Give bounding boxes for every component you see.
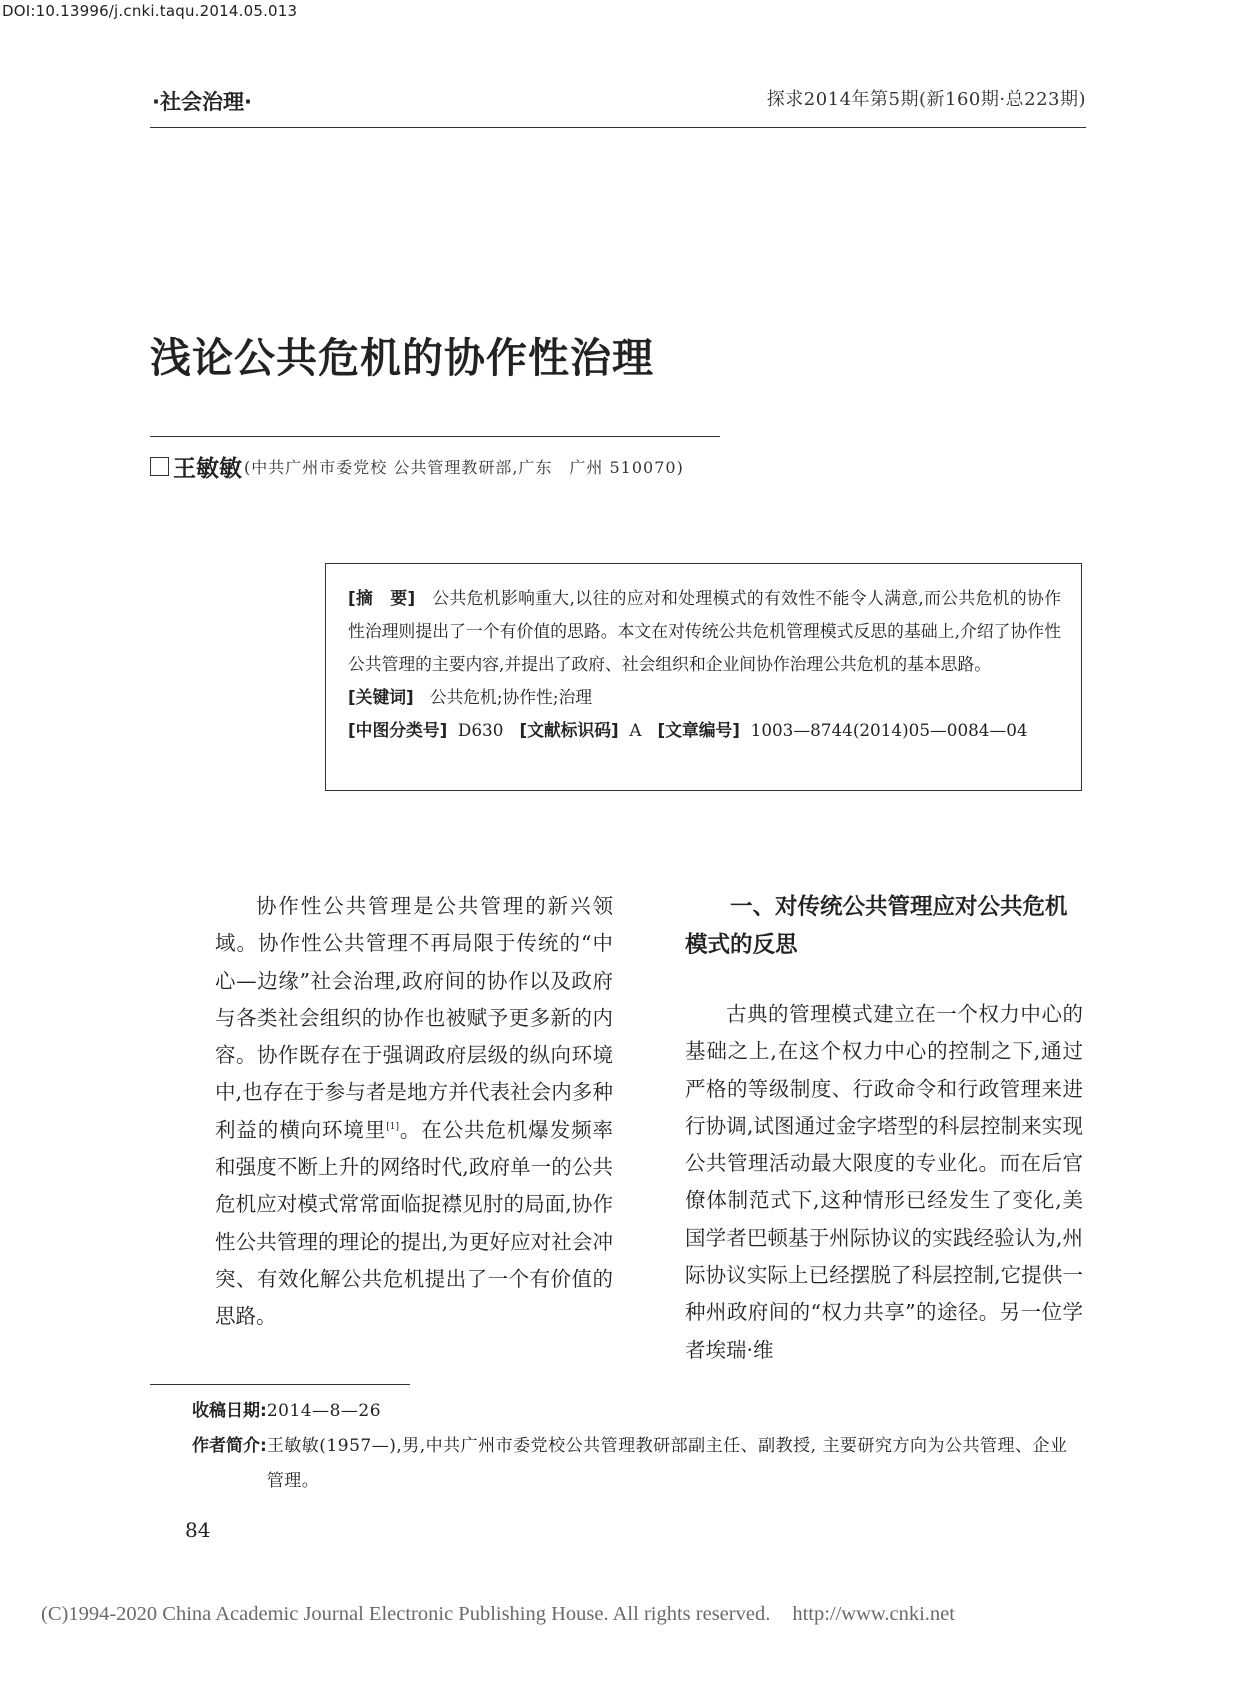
- received-label: 收稿日期:: [192, 1401, 267, 1421]
- doc-code: A: [629, 720, 642, 740]
- header-divider: [150, 127, 1086, 128]
- keywords-label: [关键词]: [348, 687, 414, 707]
- author-line: [150, 450, 684, 483]
- footnote-divider: [150, 1384, 410, 1385]
- author-bio: 王敏敏(1957—),男,中共广州市委党校公共管理教研部副主任、副教授, 主要研究方向为公共管理、企业管理。: [266, 1436, 1068, 1491]
- received-date: 2014—8—26: [266, 1401, 382, 1421]
- doi: DOI:10.13996/j.cnki.taqu.2014.05.013: [2, 2, 298, 20]
- copyright-text: (C)1994-2020 China Academic Journal Electronic Publishing House. All rights reserved.: [41, 1603, 771, 1625]
- author-name: 王敏敏: [173, 455, 242, 482]
- body-left-column: [215, 888, 613, 1336]
- copyright-line: [41, 1603, 955, 1626]
- clc-label: [中图分类号]: [348, 720, 448, 740]
- cnki-url: http://www.cnki.net: [792, 1603, 955, 1625]
- body-right-column: [685, 888, 1083, 1369]
- reference-mark: [1]: [386, 1121, 399, 1132]
- footnotes: [192, 1394, 1082, 1499]
- doc-code-label: [文献标识码]: [519, 720, 619, 740]
- author-divider: [150, 436, 720, 437]
- journal-issue-info: 探求2014年第5期(新160期·总223期): [766, 89, 1086, 110]
- bio-label: 作者简介:: [192, 1436, 267, 1456]
- keywords: 公共危机;协作性;治理: [429, 687, 593, 707]
- abstract-text: 公共危机影响重大,以往的应对和处理模式的有效性不能令人满意,而公共危机的协作性治理则提出了一个有价值的思路。本文在对传统公共危机管理模式反思的基础上,介绍了协作性公共管理的主要内容,并提出了政府、社会组织和企业间协作治理公共危机的基本思路。: [348, 588, 1061, 674]
- classification-line: [348, 714, 1061, 747]
- abstract-label: [摘 要]: [348, 588, 416, 608]
- article-no: 1003—8744(2014)05—0084—04: [750, 720, 1028, 740]
- clc-code: D630: [457, 720, 504, 740]
- author-box-icon: [150, 457, 169, 476]
- section-paragraph: 古典的管理模式建立在一个权力中心的基础之上,在这个权力中心的控制之下,通过严格的等级制度、行政命令和行政管理来进行协调,试图通过金字塔型的科层控制来实现公共管理活动最大限度的专业化。而在后官僚体制范式下,这种情形已经发生了变化,美国学者巴顿基于州际协议的实践经验认为,州际协议实际上已经摆脱了科层控制,它提供一种州政府间的“权力共享”的途径。另一位学者埃瑞·维: [685, 1002, 1083, 1362]
- author-affiliation: (中共广州市委党校 公共管理教研部,广东 广州 510070): [244, 458, 684, 477]
- intro-text-part2: 。在公共危机爆发频率和强度不断上升的网络时代,政府单一的公共危机应对模式常常面临捉襟见肘的局面,协作性公共管理的理论的提出,为更好应对社会冲突、有效化解公共危机提出了一个有价值的思路。: [215, 1117, 614, 1329]
- page-number: 84: [185, 1518, 211, 1542]
- keywords-line: [348, 681, 1061, 714]
- section-heading: 一、对传统公共管理应对公共危机模式的反思: [685, 894, 1068, 958]
- abstract-box: [325, 563, 1082, 791]
- received-date-row: [192, 1394, 1082, 1429]
- section-tag: ·社会治理·: [152, 90, 252, 114]
- article-title: 浅论公共危机的协作性治理: [150, 334, 654, 382]
- author-bio-row: [192, 1429, 1082, 1499]
- article-no-label: [文章编号]: [657, 720, 740, 740]
- intro-text-part1: 协作性公共管理是公共管理的新兴领域。协作性公共管理不再局限于传统的“中心—边缘”社会治理,政府间的协作以及政府与各类社会组织的协作也被赋予更多新的内容。协作既存在于强调政府层级的纵向环境中,也存在于参与者是地方并代表社会内多种利益的横向环境里: [215, 894, 613, 1142]
- intro-paragraph: [215, 888, 613, 1336]
- abstract-paragraph: [348, 582, 1061, 681]
